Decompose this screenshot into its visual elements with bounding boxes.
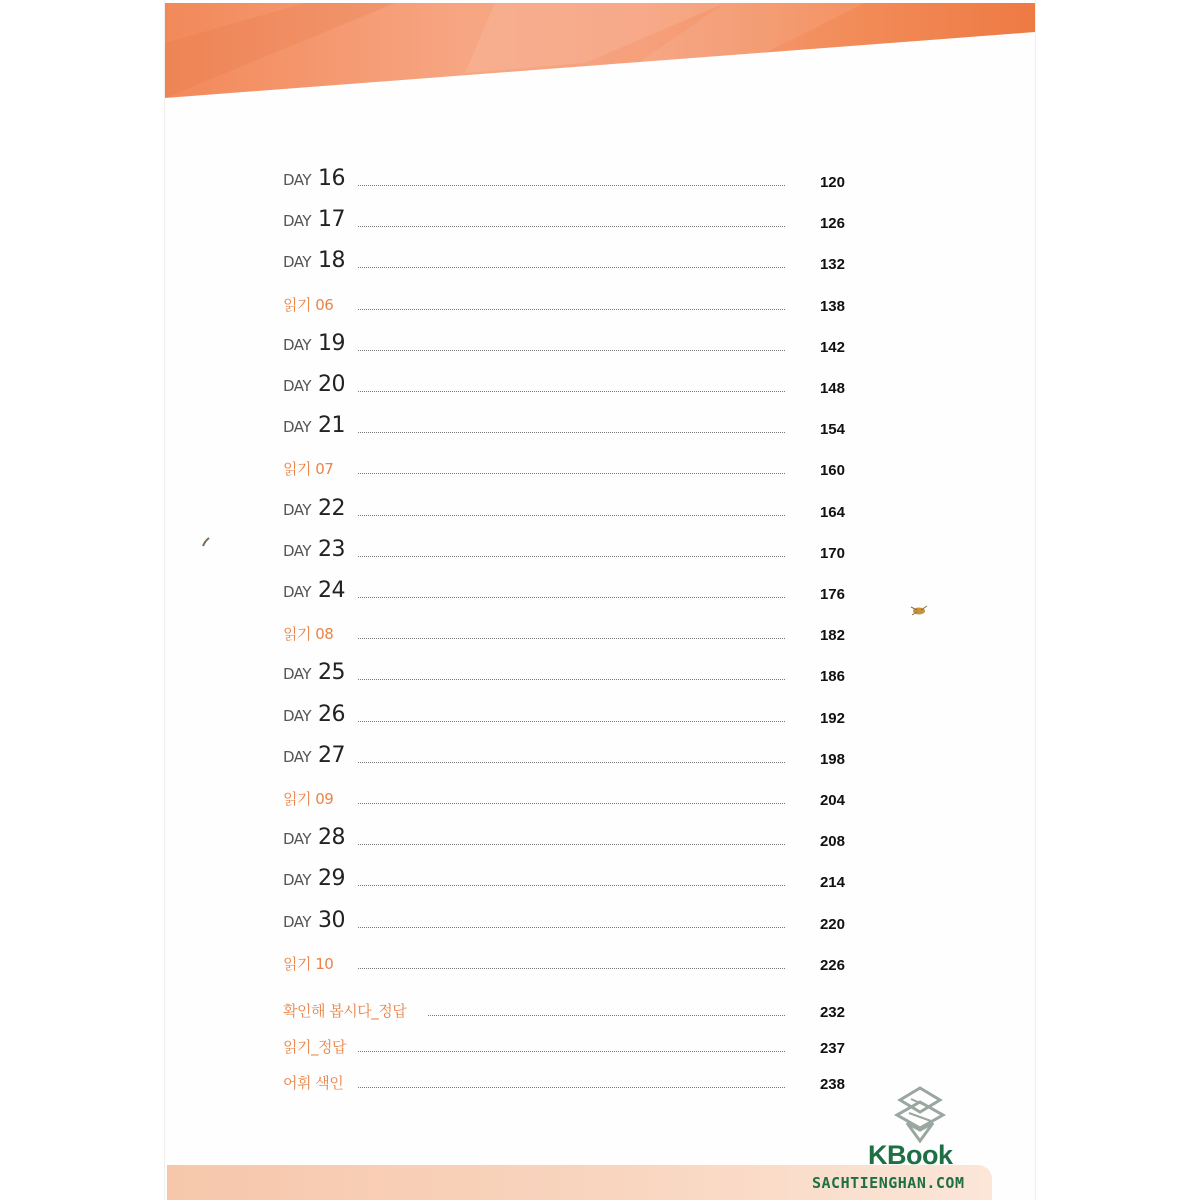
toc-row-day xyxy=(283,206,845,236)
watermark-brand: KBook xyxy=(868,1140,953,1170)
toc-page-number: 148 xyxy=(819,380,845,397)
toc-day-label xyxy=(283,372,345,397)
dot-leader xyxy=(358,927,785,928)
toc-page-number: 220 xyxy=(819,916,845,933)
toc-row-appendix xyxy=(283,995,845,1025)
toc-appendix-label: 어휘 색인 xyxy=(283,1074,344,1092)
toc-day-label xyxy=(283,496,345,521)
toc-row-day xyxy=(283,247,845,277)
toc-row-day xyxy=(283,495,845,525)
toc-row-reading xyxy=(283,618,845,648)
day-word: DAY xyxy=(283,665,312,683)
toc-row-day xyxy=(283,412,845,442)
day-number: 20 xyxy=(318,372,346,397)
toc-page-number: 237 xyxy=(819,1040,845,1057)
toc-appendix-label: 확인해 봅시다_정답 xyxy=(283,1002,407,1020)
dot-leader xyxy=(358,597,785,598)
toc-row-day xyxy=(283,371,845,401)
day-word: DAY xyxy=(283,748,312,766)
toc-page-number: 126 xyxy=(819,215,845,232)
watermark xyxy=(810,1085,1030,1200)
paper-speck xyxy=(200,536,212,548)
toc-page-number: 160 xyxy=(819,462,845,479)
toc-page-number: 214 xyxy=(819,874,845,891)
toc-day-label xyxy=(283,331,345,356)
dot-leader xyxy=(358,556,785,557)
dot-leader xyxy=(358,679,785,680)
toc-page-number: 238 xyxy=(819,1076,845,1093)
day-number: 18 xyxy=(318,248,346,273)
dot-leader xyxy=(358,309,785,310)
toc-row-day xyxy=(283,577,845,607)
day-word: DAY xyxy=(283,913,312,931)
dot-leader xyxy=(358,844,785,845)
toc-day-label xyxy=(283,825,345,850)
dot-leader xyxy=(358,1051,785,1052)
toc-row-day xyxy=(283,536,845,566)
toc-day-label xyxy=(283,866,345,891)
day-word: DAY xyxy=(283,542,312,560)
paper-speck xyxy=(906,601,932,621)
dot-leader xyxy=(358,968,785,969)
day-number: 21 xyxy=(318,413,346,438)
dot-leader xyxy=(358,267,785,268)
toc-row-day xyxy=(283,824,845,854)
toc-day-label xyxy=(283,702,345,727)
toc-reading-label: 읽기 09 xyxy=(283,790,334,808)
toc-page-number: 138 xyxy=(819,298,845,315)
toc-page-number: 142 xyxy=(819,339,845,356)
toc-page-number: 208 xyxy=(819,833,845,850)
dot-leader xyxy=(358,391,785,392)
toc-reading-label: 읽기 06 xyxy=(283,296,334,314)
toc-page-number: 182 xyxy=(819,627,845,644)
day-word: DAY xyxy=(283,377,312,395)
day-number: 17 xyxy=(318,207,346,232)
toc-page-number: 164 xyxy=(819,504,845,521)
toc-day-label xyxy=(283,207,345,232)
day-number: 30 xyxy=(318,908,346,933)
day-word: DAY xyxy=(283,253,312,271)
toc-page-number: 192 xyxy=(819,710,845,727)
day-word: DAY xyxy=(283,418,312,436)
toc-day-label xyxy=(283,248,345,273)
day-word: DAY xyxy=(283,336,312,354)
dot-leader xyxy=(358,473,785,474)
toc-page-number: 132 xyxy=(819,256,845,273)
dot-leader xyxy=(358,638,785,639)
day-word: DAY xyxy=(283,830,312,848)
toc-row-day xyxy=(283,330,845,360)
book-stack-logo-icon xyxy=(885,1085,955,1145)
toc-row-day xyxy=(283,701,845,731)
toc-row-reading xyxy=(283,289,845,319)
day-number: 16 xyxy=(318,166,346,191)
toc-row-day xyxy=(283,742,845,772)
toc-day-label xyxy=(283,413,345,438)
day-word: DAY xyxy=(283,212,312,230)
day-number: 25 xyxy=(318,660,346,685)
dot-leader xyxy=(358,885,785,886)
day-number: 23 xyxy=(318,537,346,562)
watermark-site: SACHTIENGHAN.COM xyxy=(812,1174,965,1192)
toc-row-day xyxy=(283,165,845,195)
toc-page-number: 120 xyxy=(819,174,845,191)
toc-page-number: 154 xyxy=(819,421,845,438)
top-decorative-band xyxy=(165,3,1035,98)
day-word: DAY xyxy=(283,871,312,889)
day-number: 29 xyxy=(318,866,346,891)
day-number: 28 xyxy=(318,825,346,850)
dot-leader xyxy=(358,350,785,351)
toc-day-label xyxy=(283,578,345,603)
toc-reading-label: 읽기 10 xyxy=(283,955,334,973)
dot-leader xyxy=(358,515,785,516)
toc-row-day xyxy=(283,659,845,689)
toc-row-reading xyxy=(283,783,845,813)
toc-day-label xyxy=(283,743,345,768)
day-word: DAY xyxy=(283,583,312,601)
toc-row-day xyxy=(283,865,845,895)
dot-leader xyxy=(358,721,785,722)
toc-row-day xyxy=(283,907,845,937)
toc-page-number: 186 xyxy=(819,668,845,685)
day-word: DAY xyxy=(283,171,312,189)
toc-day-label xyxy=(283,660,345,685)
toc-row-reading xyxy=(283,453,845,483)
toc-page-number: 198 xyxy=(819,751,845,768)
day-number: 27 xyxy=(318,743,346,768)
dot-leader xyxy=(358,762,785,763)
day-number: 24 xyxy=(318,578,346,603)
day-number: 19 xyxy=(318,331,346,356)
day-number: 22 xyxy=(318,496,346,521)
day-word: DAY xyxy=(283,707,312,725)
toc-page-number: 170 xyxy=(819,545,845,562)
dot-leader xyxy=(428,1015,785,1016)
toc-page-number: 176 xyxy=(819,586,845,603)
dot-leader xyxy=(358,803,785,804)
toc-row-appendix xyxy=(283,1031,845,1061)
toc-page-number: 204 xyxy=(819,792,845,809)
toc-day-label xyxy=(283,908,345,933)
toc-day-label xyxy=(283,537,345,562)
toc-page-number: 226 xyxy=(819,957,845,974)
day-word: DAY xyxy=(283,501,312,519)
toc-appendix-label: 읽기_정답 xyxy=(283,1038,346,1056)
dot-leader xyxy=(358,185,785,186)
toc-page-number: 232 xyxy=(819,1004,845,1021)
dot-leader xyxy=(358,432,785,433)
toc-reading-label: 읽기 07 xyxy=(283,460,334,478)
toc-reading-label: 읽기 08 xyxy=(283,625,334,643)
toc-day-label xyxy=(283,166,345,191)
toc-row-appendix xyxy=(283,1067,845,1097)
dot-leader xyxy=(358,226,785,227)
toc-row-reading xyxy=(283,948,845,978)
day-number: 26 xyxy=(318,702,346,727)
dot-leader xyxy=(358,1087,785,1088)
